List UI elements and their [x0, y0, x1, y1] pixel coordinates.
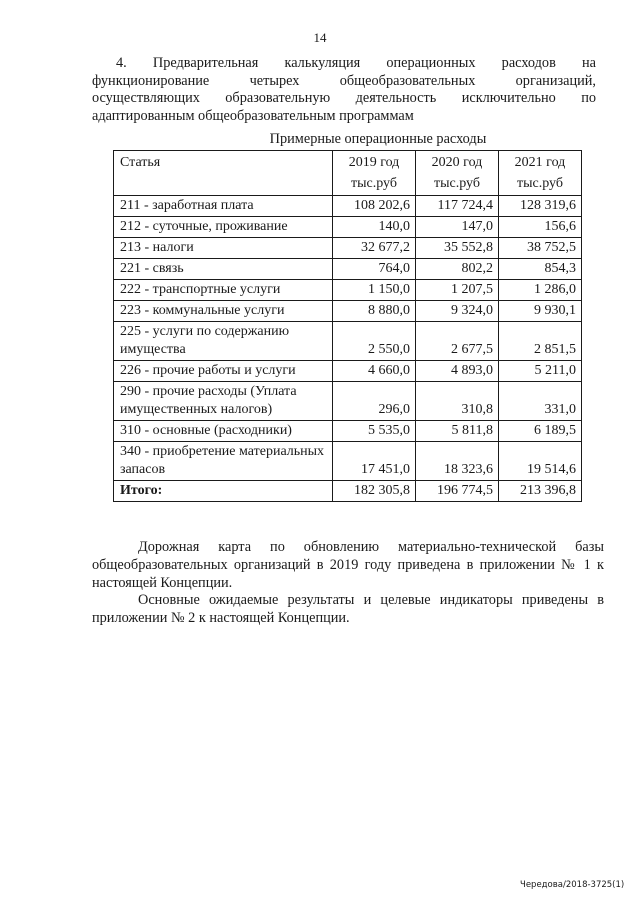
cell-2019: 140,0	[333, 217, 416, 238]
row-label: 222 - транспортные услуги	[114, 280, 333, 301]
table-row	[114, 280, 582, 301]
total-label: Итого:	[114, 481, 333, 502]
cell-2020: 147,0	[416, 217, 499, 238]
table-row	[114, 442, 582, 481]
cell-2019: 2 550,0	[333, 322, 416, 361]
row-label: 310 - основные (расходники)	[114, 421, 333, 442]
table-row	[114, 322, 582, 361]
table-header-row	[114, 151, 582, 196]
cell-2019: 4 660,0	[333, 361, 416, 382]
roadmap-paragraph: Дорожная карта по обновлению материально-технической базы общеобразовательных организаций в 2019 году приведена в приложении № 1 к настоящей Концепции.	[92, 539, 604, 591]
cell-2020: 802,2	[416, 259, 499, 280]
cell-2020: 1 207,5	[416, 280, 499, 301]
cell-2021: 5 211,0	[498, 361, 581, 382]
row-label: 340 - приобретение материальных запасов	[114, 442, 333, 481]
header-2019	[333, 151, 416, 196]
table-row	[114, 238, 582, 259]
table-row	[114, 196, 582, 217]
cell-2019: 17 451,0	[333, 442, 416, 481]
cell-2019: 764,0	[333, 259, 416, 280]
row-label: 225 - услуги по содержанию имущества	[114, 322, 333, 361]
header-2020-unit: тыс.руб	[433, 176, 480, 191]
row-label: 221 - связь	[114, 259, 333, 280]
header-2021-unit: тыс.руб	[516, 176, 563, 191]
cell-2021: 156,6	[498, 217, 581, 238]
cell-2019: 1 150,0	[333, 280, 416, 301]
cell-2020: 5 811,8	[416, 421, 499, 442]
table-row	[114, 217, 582, 238]
cell-2021: 128 319,6	[498, 196, 581, 217]
table-row	[114, 361, 582, 382]
cell-2020: 117 724,4	[416, 196, 499, 217]
table-row	[114, 382, 582, 421]
header-2020	[416, 151, 499, 196]
cell-2020: 9 324,0	[416, 301, 499, 322]
total-2019: 182 305,8	[333, 481, 416, 502]
total-2021: 213 396,8	[498, 481, 581, 502]
cell-2021: 19 514,6	[498, 442, 581, 481]
cell-2020: 2 677,5	[416, 322, 499, 361]
row-label: 290 - прочие расходы (Уплата имущественных налогов)	[114, 382, 333, 421]
cell-2020: 310,8	[416, 382, 499, 421]
table-row	[114, 421, 582, 442]
header-2021-year: 2021 год	[514, 155, 566, 170]
table-row	[114, 301, 582, 322]
row-label: 223 - коммунальные услуги	[114, 301, 333, 322]
row-label: 211 - заработная плата	[114, 196, 333, 217]
header-item: Статья	[114, 151, 333, 196]
cell-2019: 108 202,6	[333, 196, 416, 217]
cell-2021: 9 930,1	[498, 301, 581, 322]
cell-2020: 4 893,0	[416, 361, 499, 382]
cell-2021: 1 286,0	[498, 280, 581, 301]
header-2021	[498, 151, 581, 196]
cell-2021: 38 752,5	[498, 238, 581, 259]
cell-2019: 5 535,0	[333, 421, 416, 442]
header-2019-unit: тыс.руб	[351, 176, 397, 191]
header-2019-year: 2019 год	[348, 155, 400, 170]
table-row	[114, 259, 582, 280]
page-number: 14	[313, 30, 327, 45]
total-2020: 196 774,5	[416, 481, 499, 502]
operating-costs-table	[113, 150, 582, 502]
document-code: Чередова/2018-3725(1)	[520, 880, 625, 890]
cell-2021: 6 189,5	[498, 421, 581, 442]
cell-2020: 35 552,8	[416, 238, 499, 259]
cell-2019: 8 880,0	[333, 301, 416, 322]
row-label: 213 - налоги	[114, 238, 333, 259]
cell-2019: 32 677,2	[333, 238, 416, 259]
results-paragraph: Основные ожидаемые результаты и целевые индикаторы приведены в приложении № 2 к настоящей Концепции.	[92, 592, 604, 626]
table-title: Примерные операционные расходы	[269, 131, 487, 147]
cell-2021: 331,0	[498, 382, 581, 421]
cell-2021: 2 851,5	[498, 322, 581, 361]
row-label: 212 - суточные, проживание	[114, 217, 333, 238]
table-total-row	[114, 481, 582, 502]
cell-2021: 854,3	[498, 259, 581, 280]
header-2020-year: 2020 год	[431, 155, 483, 170]
cell-2020: 18 323,6	[416, 442, 499, 481]
cell-2019: 296,0	[333, 382, 416, 421]
row-label: 226 - прочие работы и услуги	[114, 361, 333, 382]
intro-paragraph: 4. Предварительная калькуляция операционных расходов на функционирование четырех общеобразовательных организаций, осуществляющих образовательную деятельность исключительно по адаптированным общеобразовательным программам	[92, 55, 596, 124]
